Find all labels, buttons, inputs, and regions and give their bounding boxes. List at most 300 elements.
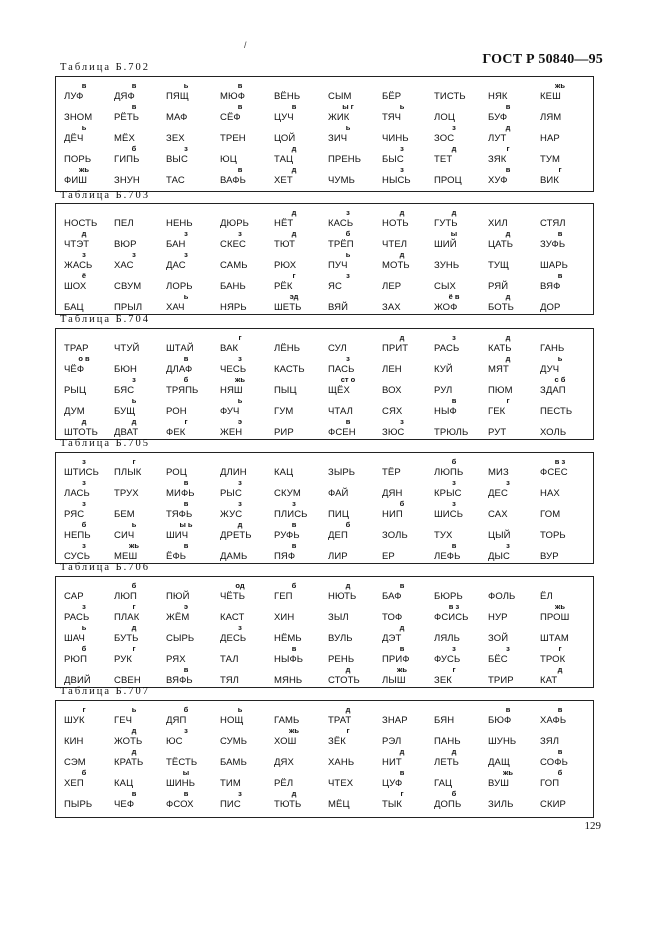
word: МЕШ bbox=[114, 551, 138, 562]
superscript-mark: б bbox=[451, 457, 457, 466]
word: ВОХ bbox=[382, 385, 402, 396]
word: НЁТ bbox=[274, 218, 294, 229]
word: ХАЧ bbox=[166, 302, 185, 313]
superscript-mark: жь bbox=[503, 768, 513, 777]
word: ФСЕС bbox=[540, 467, 568, 478]
word: ТРЁП bbox=[328, 239, 354, 250]
superscript-mark: жь bbox=[235, 375, 245, 384]
word: РЁТЬ bbox=[114, 112, 140, 123]
word: ТЯЛ bbox=[220, 675, 239, 686]
word: ЗДАП bbox=[540, 385, 566, 396]
word: МЯНЬ bbox=[274, 675, 303, 686]
word: ЛОРЬ bbox=[166, 281, 193, 292]
table-cell bbox=[274, 294, 326, 318]
superscript-mark: б bbox=[451, 789, 457, 798]
table-cell bbox=[488, 419, 540, 443]
superscript-mark: д bbox=[505, 229, 511, 238]
table-cell bbox=[540, 167, 592, 191]
word: ФУЧ bbox=[220, 406, 240, 417]
table-cell bbox=[434, 667, 486, 691]
superscript-mark: в bbox=[399, 768, 405, 777]
word: САМЬ bbox=[220, 260, 248, 271]
superscript-mark: д bbox=[81, 417, 87, 426]
word: ВУР bbox=[540, 551, 559, 562]
page-header: ГОСТ Р 50840—95 bbox=[482, 52, 603, 67]
superscript-mark: з bbox=[346, 271, 350, 280]
superscript-mark: г bbox=[82, 705, 86, 714]
word: ЖОТЬ bbox=[114, 736, 143, 747]
table-cell bbox=[166, 667, 218, 691]
table-cell bbox=[166, 543, 218, 567]
superscript-mark: в bbox=[557, 705, 563, 714]
word: ПРИФ bbox=[382, 654, 410, 665]
word: ФСЕН bbox=[328, 427, 356, 438]
superscript-mark: ь bbox=[131, 396, 137, 405]
superscript-mark: д bbox=[557, 665, 563, 674]
word: ЛЫШ bbox=[382, 675, 406, 686]
table-cell bbox=[382, 667, 434, 691]
superscript-mark: б bbox=[345, 520, 351, 529]
word: ТРОК bbox=[540, 654, 566, 665]
table-cell bbox=[220, 167, 272, 191]
word: ПАСЬ bbox=[328, 364, 355, 375]
word: ДЫС bbox=[488, 551, 511, 562]
table-caption: Таблица Б.705 bbox=[60, 438, 151, 449]
word: КЕШ bbox=[540, 91, 561, 102]
word: ГЕП bbox=[274, 591, 293, 602]
word: ЦЫЙ bbox=[488, 530, 511, 541]
table-cell bbox=[382, 167, 434, 191]
superscript-mark: д bbox=[505, 292, 511, 301]
superscript-mark: г bbox=[132, 457, 136, 466]
word: ДВАТ bbox=[114, 427, 139, 438]
word: ХОШ bbox=[274, 736, 297, 747]
superscript-mark: в bbox=[291, 541, 297, 550]
table-cell bbox=[540, 543, 592, 567]
word: ЦОЙ bbox=[274, 133, 296, 144]
word: НЕНЬ bbox=[166, 218, 193, 229]
superscript-mark: в bbox=[291, 520, 297, 529]
word: БАЦ bbox=[64, 302, 84, 313]
superscript-mark: в bbox=[183, 541, 189, 550]
word: ТИСТЬ bbox=[434, 91, 466, 102]
word: СКУМ bbox=[274, 488, 301, 499]
table-cell bbox=[382, 419, 434, 443]
word: ПЛИСЬ bbox=[274, 509, 308, 520]
table-caption: Таблица Б.703 bbox=[60, 190, 151, 201]
word: ГИПЬ bbox=[114, 154, 140, 165]
table-cell bbox=[220, 419, 272, 443]
word: ПЯФ bbox=[274, 551, 296, 562]
superscript-mark: б bbox=[81, 520, 87, 529]
word: РЕНЬ bbox=[328, 654, 355, 665]
word: ТРЕН bbox=[220, 133, 246, 144]
superscript-mark: в bbox=[505, 705, 511, 714]
superscript-mark: з bbox=[346, 354, 350, 363]
word: ПЮЙ bbox=[166, 591, 190, 602]
word: КАСТ bbox=[220, 612, 245, 623]
word: СКИР bbox=[540, 799, 566, 810]
word: ШТАЙ bbox=[166, 343, 194, 354]
word: ТЮТ bbox=[274, 239, 295, 250]
word: ТРУХ bbox=[114, 488, 139, 499]
table-cell bbox=[434, 419, 486, 443]
superscript-mark: з bbox=[400, 165, 404, 174]
word: ФОЛЬ bbox=[488, 591, 516, 602]
word: ЩЁХ bbox=[328, 385, 350, 396]
word: ЯС bbox=[328, 281, 342, 292]
table-cell bbox=[434, 543, 486, 567]
table-cell bbox=[220, 543, 272, 567]
word: РЁК bbox=[274, 281, 293, 292]
word: ЛИР bbox=[328, 551, 348, 562]
table-cell bbox=[434, 294, 486, 318]
word: ЧТЭТ bbox=[64, 239, 90, 250]
superscript-mark: ь bbox=[557, 354, 563, 363]
word: СЯХ bbox=[382, 406, 403, 417]
superscript-mark: д bbox=[131, 417, 137, 426]
word: ЛЕТЬ bbox=[434, 757, 460, 768]
word: ТЁСТЬ bbox=[166, 757, 198, 768]
word: СУМЬ bbox=[220, 736, 248, 747]
table-cell bbox=[488, 791, 540, 815]
superscript-mark: б bbox=[291, 581, 297, 590]
word: ШТОТЬ bbox=[64, 427, 99, 438]
superscript-mark: д bbox=[451, 747, 457, 756]
superscript-mark: б bbox=[131, 144, 137, 153]
word: РЯС bbox=[64, 509, 85, 520]
word: РОН bbox=[166, 406, 187, 417]
table-cell bbox=[328, 167, 380, 191]
word: ДАЩ bbox=[488, 757, 510, 768]
superscript-mark: д bbox=[505, 333, 511, 342]
superscript-mark: ь bbox=[237, 705, 243, 714]
word: ШОХ bbox=[64, 281, 87, 292]
superscript-mark: з bbox=[506, 541, 510, 550]
word: РОЦ bbox=[166, 467, 187, 478]
superscript-mark: о в bbox=[78, 354, 90, 363]
superscript-mark: в bbox=[399, 581, 405, 590]
word: БУЩ bbox=[114, 406, 136, 417]
table-cell bbox=[114, 791, 166, 815]
table-cell bbox=[166, 294, 218, 318]
superscript-mark: з bbox=[452, 499, 456, 508]
superscript-mark: г bbox=[292, 271, 296, 280]
superscript-mark: ы bbox=[450, 229, 458, 238]
table-cell bbox=[274, 419, 326, 443]
superscript-mark: в bbox=[557, 271, 563, 280]
word: НЕПЬ bbox=[64, 530, 91, 541]
word: СКЕС bbox=[220, 239, 246, 250]
word: ЛЮПЬ bbox=[434, 467, 464, 478]
word: КРАТЬ bbox=[114, 757, 144, 768]
word: ХЕП bbox=[64, 778, 84, 789]
word: ХИН bbox=[274, 612, 295, 623]
table-cell bbox=[488, 294, 540, 318]
word: ТЯЧ bbox=[382, 112, 402, 123]
superscript-mark: з bbox=[238, 789, 242, 798]
superscript-mark: г bbox=[238, 333, 242, 342]
table-cell bbox=[488, 667, 540, 691]
word: ЧЁТЬ bbox=[220, 591, 246, 602]
superscript-mark: д bbox=[505, 354, 511, 363]
superscript-mark: з bbox=[400, 417, 404, 426]
table-row bbox=[56, 167, 593, 191]
superscript-mark: з bbox=[346, 208, 350, 217]
superscript-mark: з bbox=[452, 123, 456, 132]
word: НЫФ bbox=[434, 406, 457, 417]
superscript-mark: в bbox=[291, 644, 297, 653]
superscript-mark: в bbox=[183, 478, 189, 487]
word: КРЫС bbox=[434, 488, 462, 499]
word: МЁЦ bbox=[328, 799, 350, 810]
word: КИН bbox=[64, 736, 84, 747]
word: ЛЁНЬ bbox=[274, 343, 301, 354]
word: ЧЁФ bbox=[64, 364, 85, 375]
word: ДЛИН bbox=[220, 467, 247, 478]
superscript-mark: з bbox=[292, 499, 296, 508]
word: ЮЦ bbox=[220, 154, 237, 165]
word: ЕР bbox=[382, 551, 395, 562]
superscript-mark: ь bbox=[183, 292, 189, 301]
superscript-mark: б bbox=[183, 375, 189, 384]
word: ШИСЬ bbox=[434, 509, 464, 520]
word: ВУЛЬ bbox=[328, 633, 353, 644]
word: СЫРЬ bbox=[166, 633, 195, 644]
word: ПОРЬ bbox=[64, 154, 92, 165]
word: ВИК bbox=[540, 175, 559, 186]
word: БЯС bbox=[114, 385, 135, 396]
table-caption: Таблица Б.707 bbox=[60, 686, 151, 697]
word: БЫС bbox=[382, 154, 404, 165]
word: РУФЬ bbox=[274, 530, 300, 541]
word: КАСТЬ bbox=[274, 364, 305, 375]
word: ГУТЬ bbox=[434, 218, 458, 229]
superscript-mark: з bbox=[452, 333, 456, 342]
word: ТАЦ bbox=[274, 154, 294, 165]
word: СИЧ bbox=[114, 530, 135, 541]
superscript-mark: жь bbox=[397, 665, 407, 674]
word: НОТЬ bbox=[382, 218, 409, 229]
superscript-mark: г bbox=[506, 396, 510, 405]
word: ВЫС bbox=[166, 154, 188, 165]
word-table bbox=[55, 576, 594, 688]
word: ЗЯЛ bbox=[540, 736, 560, 747]
word: ЖЁМ bbox=[166, 612, 190, 623]
word: ФЕК bbox=[166, 427, 186, 438]
superscript-mark: г bbox=[184, 417, 188, 426]
word: ПАНЬ bbox=[434, 736, 461, 747]
word: ПРИТ bbox=[382, 343, 409, 354]
word: ЧТАЛ bbox=[328, 406, 353, 417]
word: ДЕС bbox=[488, 488, 508, 499]
word: РЫС bbox=[220, 488, 242, 499]
word: ВУШ bbox=[488, 778, 510, 789]
word: РИР bbox=[274, 427, 294, 438]
word: ВЯФ bbox=[540, 281, 561, 292]
word: ПЫЦ bbox=[274, 385, 297, 396]
table-cell bbox=[540, 294, 592, 318]
word: НЯК bbox=[488, 91, 508, 102]
word: ЗОЙ bbox=[488, 633, 509, 644]
word: ВЯЙ bbox=[328, 302, 349, 313]
superscript-mark: г bbox=[506, 144, 510, 153]
word: ПРОЦ bbox=[434, 175, 462, 186]
word: БАФ bbox=[382, 591, 402, 602]
superscript-mark: эд bbox=[289, 292, 299, 301]
word: РУК bbox=[114, 654, 132, 665]
word-table bbox=[55, 203, 594, 315]
word: ЖАСЬ bbox=[64, 260, 93, 271]
word: БУТЬ bbox=[114, 633, 139, 644]
word: НЯРЬ bbox=[220, 302, 247, 313]
superscript-mark: г bbox=[346, 726, 350, 735]
word: ДЕП bbox=[328, 530, 348, 541]
word: ЁФЬ bbox=[166, 551, 187, 562]
superscript-mark: од bbox=[235, 581, 245, 590]
word: ДЯН bbox=[382, 488, 403, 499]
word: СОФЬ bbox=[540, 757, 568, 768]
word: ЛЮП bbox=[114, 591, 137, 602]
word-table bbox=[55, 452, 594, 564]
word: БЕМ bbox=[114, 509, 135, 520]
word: КАТЬ bbox=[488, 343, 512, 354]
word: ДЭТ bbox=[382, 633, 402, 644]
superscript-mark: ь bbox=[399, 102, 405, 111]
word: ШАРЬ bbox=[540, 260, 569, 271]
table-cell bbox=[540, 419, 592, 443]
word: НОСТЬ bbox=[64, 218, 98, 229]
word: ЗЫРЬ bbox=[328, 467, 356, 478]
stray-mark: / bbox=[244, 40, 247, 50]
superscript-mark: в bbox=[557, 229, 563, 238]
word: БЮФ bbox=[488, 715, 512, 726]
word: РЯХ bbox=[166, 654, 186, 665]
page-number: 129 bbox=[584, 820, 601, 832]
superscript-mark: д bbox=[399, 333, 405, 342]
word: ШУНЬ bbox=[488, 736, 517, 747]
superscript-mark: д bbox=[131, 623, 137, 632]
word: РАСЬ bbox=[434, 343, 460, 354]
superscript-mark: д bbox=[237, 520, 243, 529]
word: ТЯФЬ bbox=[166, 509, 193, 520]
superscript-mark: б bbox=[399, 499, 405, 508]
word: ВЁНЬ bbox=[274, 91, 301, 102]
superscript-mark: г bbox=[452, 665, 456, 674]
word: ФУСЬ bbox=[434, 654, 461, 665]
table-cell bbox=[328, 791, 380, 815]
word: ЗНУН bbox=[114, 175, 140, 186]
word: РЭЛ bbox=[382, 736, 402, 747]
table-cell bbox=[382, 791, 434, 815]
table-cell bbox=[382, 543, 434, 567]
word: ПЯЩ bbox=[166, 91, 189, 102]
superscript-mark: з bbox=[238, 623, 242, 632]
word: ЦАТЬ bbox=[488, 239, 514, 250]
superscript-mark: ст о bbox=[340, 375, 356, 384]
word: ТУМ bbox=[540, 154, 561, 165]
word: ДЯП bbox=[166, 715, 187, 726]
word: СВУМ bbox=[114, 281, 142, 292]
word: СЫМ bbox=[328, 91, 352, 102]
word: ШТИСЬ bbox=[64, 467, 99, 478]
table-cell bbox=[274, 791, 326, 815]
superscript-mark: д bbox=[131, 726, 137, 735]
word: ФАЙ bbox=[328, 488, 349, 499]
superscript-mark: з bbox=[238, 499, 242, 508]
word: ЗОЛЬ bbox=[382, 530, 408, 541]
superscript-mark: б bbox=[557, 768, 563, 777]
word: ЛОЦ bbox=[434, 112, 455, 123]
superscript-mark: з bbox=[82, 541, 86, 550]
superscript-mark: э bbox=[183, 602, 189, 611]
word: ДЕСЬ bbox=[220, 633, 247, 644]
superscript-mark: з bbox=[82, 457, 86, 466]
word: ТОРЬ bbox=[540, 530, 566, 541]
word: ЛУФ bbox=[64, 91, 84, 102]
word: ХАНЬ bbox=[328, 757, 355, 768]
word: ЮС bbox=[166, 736, 183, 747]
word: ТАС bbox=[166, 175, 185, 186]
word: ЖЕН bbox=[220, 427, 243, 438]
word: ЗУНЬ bbox=[434, 260, 460, 271]
word: САР bbox=[64, 591, 84, 602]
word: БАН bbox=[166, 239, 186, 250]
word: ДЯХ bbox=[274, 757, 294, 768]
superscript-mark: жь bbox=[129, 541, 139, 550]
word: КАТ bbox=[540, 675, 558, 686]
table-cell bbox=[274, 667, 326, 691]
superscript-mark: з bbox=[238, 229, 242, 238]
word: ВАФЬ bbox=[220, 175, 246, 186]
word: ЖУС bbox=[220, 509, 243, 520]
word-table bbox=[55, 700, 594, 818]
table-cell bbox=[166, 419, 218, 443]
word: ЗИЛЬ bbox=[488, 799, 514, 810]
table-cell bbox=[166, 791, 218, 815]
superscript-mark: в bbox=[131, 81, 137, 90]
superscript-mark: з bbox=[132, 250, 136, 259]
superscript-mark: в з bbox=[448, 602, 460, 611]
word: БАНЬ bbox=[220, 281, 246, 292]
word: МОТЬ bbox=[382, 260, 410, 271]
word: ТРИР bbox=[488, 675, 514, 686]
word: ПРОШ bbox=[540, 612, 570, 623]
word: ДОР bbox=[540, 302, 561, 313]
superscript-mark: в bbox=[505, 102, 511, 111]
word: ДВИЙ bbox=[64, 675, 91, 686]
word: ГАНЬ bbox=[540, 343, 565, 354]
word: ЦУЧ bbox=[274, 112, 294, 123]
superscript-mark: б bbox=[81, 644, 87, 653]
superscript-mark: з bbox=[184, 250, 188, 259]
superscript-mark: в bbox=[131, 102, 137, 111]
word: СУСЬ bbox=[64, 551, 91, 562]
superscript-mark: в з bbox=[554, 457, 566, 466]
superscript-mark: в bbox=[399, 644, 405, 653]
word: НЮТЬ bbox=[328, 591, 357, 602]
word: ФСОХ bbox=[166, 799, 194, 810]
table-caption: Таблица Б.706 bbox=[60, 562, 151, 573]
word: ЛЕР bbox=[382, 281, 402, 292]
superscript-mark: в bbox=[131, 789, 137, 798]
word: ГОМ bbox=[540, 509, 561, 520]
table-cell bbox=[64, 167, 116, 191]
word: КАЦ bbox=[114, 778, 134, 789]
superscript-mark: д bbox=[399, 208, 405, 217]
superscript-mark: ь bbox=[81, 623, 87, 632]
word: ЧТЕЛ bbox=[382, 239, 408, 250]
